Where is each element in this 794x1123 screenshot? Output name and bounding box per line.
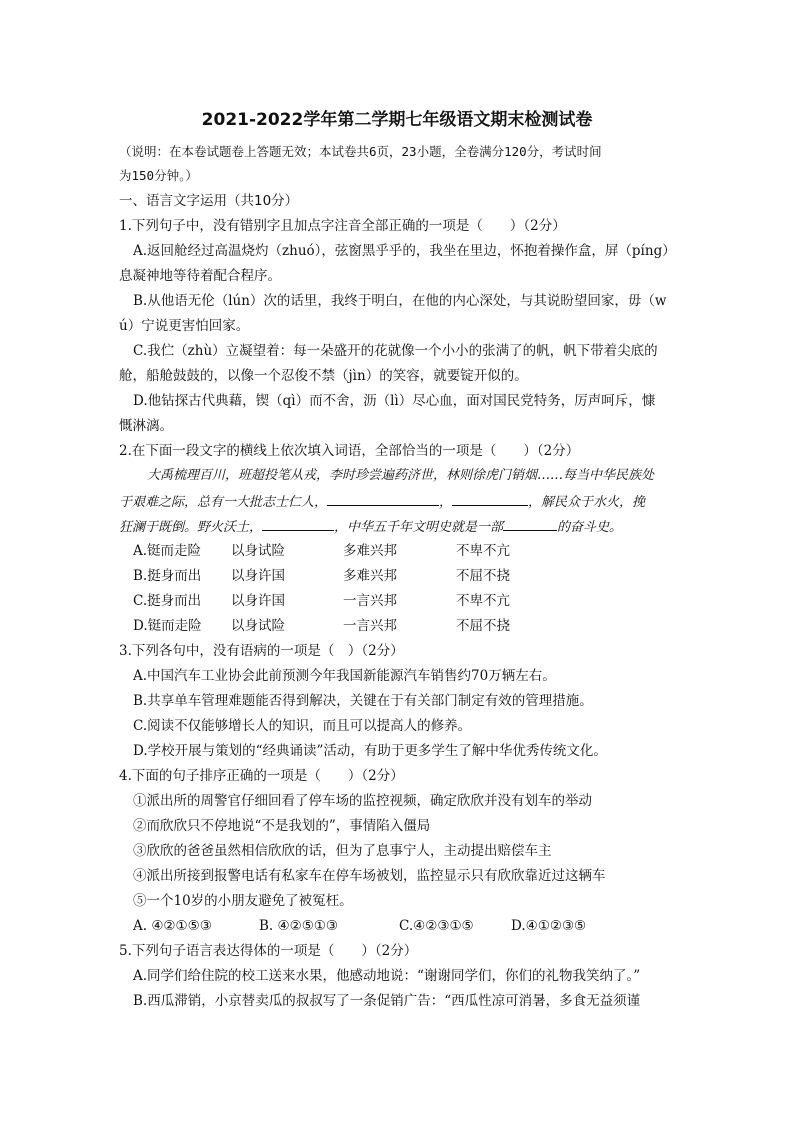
passage-text: 狂澜于既倒。野火沃土， <box>119 520 263 535</box>
question-2-option-a-col1: A.铤而走险 <box>133 543 202 559</box>
passage-text: ，解民众于水火，挽 <box>528 495 646 510</box>
exam-note-line-1: （说明：在本卷试题卷上答题无效；本试卷共6页，23小题，全卷满分120分，考试时间 <box>119 144 602 159</box>
question-2-option-d-col4: 不屈不挠 <box>456 618 510 634</box>
question-2-passage-line-3 <box>119 517 679 537</box>
question-5-option-a: A.同学们给住院的校工送来水果，他感动地说：“谢谢同学们，你们的礼物我笑纳了。” <box>133 968 641 984</box>
question-2-stem: 2.在下面一段文字的横线上依次填入词语，全部恰当的一项是（ ）（2分） <box>119 443 580 459</box>
question-3-stem: 3.下列各句中，没有语病的一项是（ ）（2分） <box>119 643 404 659</box>
question-5-option-b: B.西瓜滞销，小京替卖瓜的叔叔写了一条促销广告：“西瓜性凉可消暑，多食无益须谨 <box>133 993 641 1009</box>
question-1-option-d-cont: 慨淋漓。 <box>119 418 173 434</box>
question-2-passage-line-1: 大禹梳理百川，班超投笔从戎，李时珍尝遍药济世，林则徐虎门销烟……每当中华民族处 <box>147 468 655 483</box>
question-4-sentence-2: ②而欣欣只不停地说“不是我划的”，事情陷入僵局 <box>133 818 431 834</box>
fill-blank-1[interactable] <box>327 492 439 506</box>
question-4-sentence-3: ③欣欣的爸爸虽然相信欣欣的话，但为了息事宁人，主动提出赔偿车主 <box>133 843 552 859</box>
question-1-option-a-cont: 息凝神地等待着配合程序。 <box>119 268 281 284</box>
question-1-option-b-cont: ú）宁说更害怕回家。 <box>119 318 250 334</box>
page-title: 2021-2022学年第二学期七年级语文期末检测试卷 <box>201 110 593 130</box>
passage-text: 于艰难之际，总有一大批志士仁人， <box>119 495 328 510</box>
question-5-stem: 5.下列句子语言表达得体的一项是（ ）（2分） <box>119 943 418 959</box>
passage-text: ，中华五千年文明史就是一部 <box>334 520 504 535</box>
question-3-option-a: A.中国汽车工业协会此前预测今年我国新能源汽车销售约70万辆左右。 <box>133 668 556 684</box>
question-2-option-c-col4: 不卑不亢 <box>456 593 510 609</box>
question-4-option-a: A. ④②①⑤③ <box>133 918 212 934</box>
question-2-option-b-col1: B.挺身而出 <box>133 568 202 584</box>
exam-note-line-2: 为150分钟。） <box>119 168 198 183</box>
question-1-option-a: A.返回舱经过高温烧灼（zhuó），弦窗黑乎乎的，我坐在里边，怀抱着操作盒，屏（píng） <box>133 243 676 259</box>
question-1-option-c-cont: 舱，船舱鼓鼓的，以像一个忍俊不禁（jìn）的笑容，就要锭开似的。 <box>119 368 528 384</box>
question-1-option-b: B.从他语无伦（lún）次的话里，我终于明白，在他的内心深处，与其说盼望回家，毋（w <box>133 293 667 309</box>
question-2-option-c-col3: 一言兴邦 <box>343 593 397 609</box>
fill-blank-2[interactable] <box>452 492 528 506</box>
question-4-option-b: B. ④②⑤①③ <box>259 918 339 934</box>
question-2-option-d-col2: 以身试险 <box>231 618 285 634</box>
question-2-option-d-col1: D.铤而走险 <box>133 618 202 634</box>
question-4-sentence-1: ①派出所的周警官仔细回看了停车场的监控视频，确定欣欣并没有划车的举动 <box>133 793 592 809</box>
passage-text: 的奋斗史。 <box>557 520 623 535</box>
question-1-option-d: D.他钻探古代典藉，锲（qì）而不舍，沥（lì）尽心血，面对国民党特务，厉声呵斥，慷 <box>133 393 656 409</box>
fill-blank-4[interactable] <box>503 517 557 531</box>
question-2-option-c-col1: C.挺身而出 <box>133 593 202 609</box>
question-2-option-b-col3: 多难兴邦 <box>343 568 397 584</box>
question-2-option-c-col2: 以身许国 <box>231 593 285 609</box>
question-4-sentence-4: ④派出所接到报警电话有私家车在停车场被划，监控显示只有欣欣靠近过这辆车 <box>133 868 606 884</box>
question-1-option-c: C.我伫（zhù）立凝望着：每一朵盛开的花就像一个小小的张满了的帆，帆下带着尖底的 <box>133 343 658 359</box>
passage-text: ， <box>439 495 453 510</box>
question-2-option-b-col4: 不屈不挠 <box>456 568 510 584</box>
question-2-option-d-col3: 一言兴邦 <box>343 618 397 634</box>
fill-blank-3[interactable] <box>262 517 334 531</box>
question-2-option-a-col2: 以身试险 <box>231 543 285 559</box>
question-3-option-c: C.阅读不仅能够增长人的知识，而且可以提高人的修养。 <box>133 718 472 734</box>
question-3-option-d: D.学校开展与策划的“经典诵读”活动，有助于更多学生了解中华优秀传统文化。 <box>133 743 607 759</box>
question-2-option-b-col2: 以身许国 <box>231 568 285 584</box>
question-1-stem: 1.下列句子中，没有错别字且加点字注音全部正确的一项是（ ）（2分） <box>119 218 566 234</box>
question-2-option-a-col3: 多难兴邦 <box>343 543 397 559</box>
question-3-option-b: B.共享单车管理难题能否得到解决，关键在于有关部门制定有效的管理措施。 <box>133 693 593 709</box>
question-2-option-a-col4: 不卑不亢 <box>456 543 510 559</box>
question-4-option-c: C.④②③①⑤ <box>399 918 474 934</box>
section-heading: 一、语言文字运用（共10分） <box>119 193 299 209</box>
question-2-passage-line-2 <box>119 492 679 512</box>
question-4-sentence-5: ⑤一个10岁的小朋友避免了被冤枉。 <box>133 893 353 909</box>
question-4-stem: 4.下面的句子排序正确的一项是（ ）（2分） <box>119 768 404 784</box>
question-4-option-d: D.④①②③⑤ <box>511 918 587 934</box>
